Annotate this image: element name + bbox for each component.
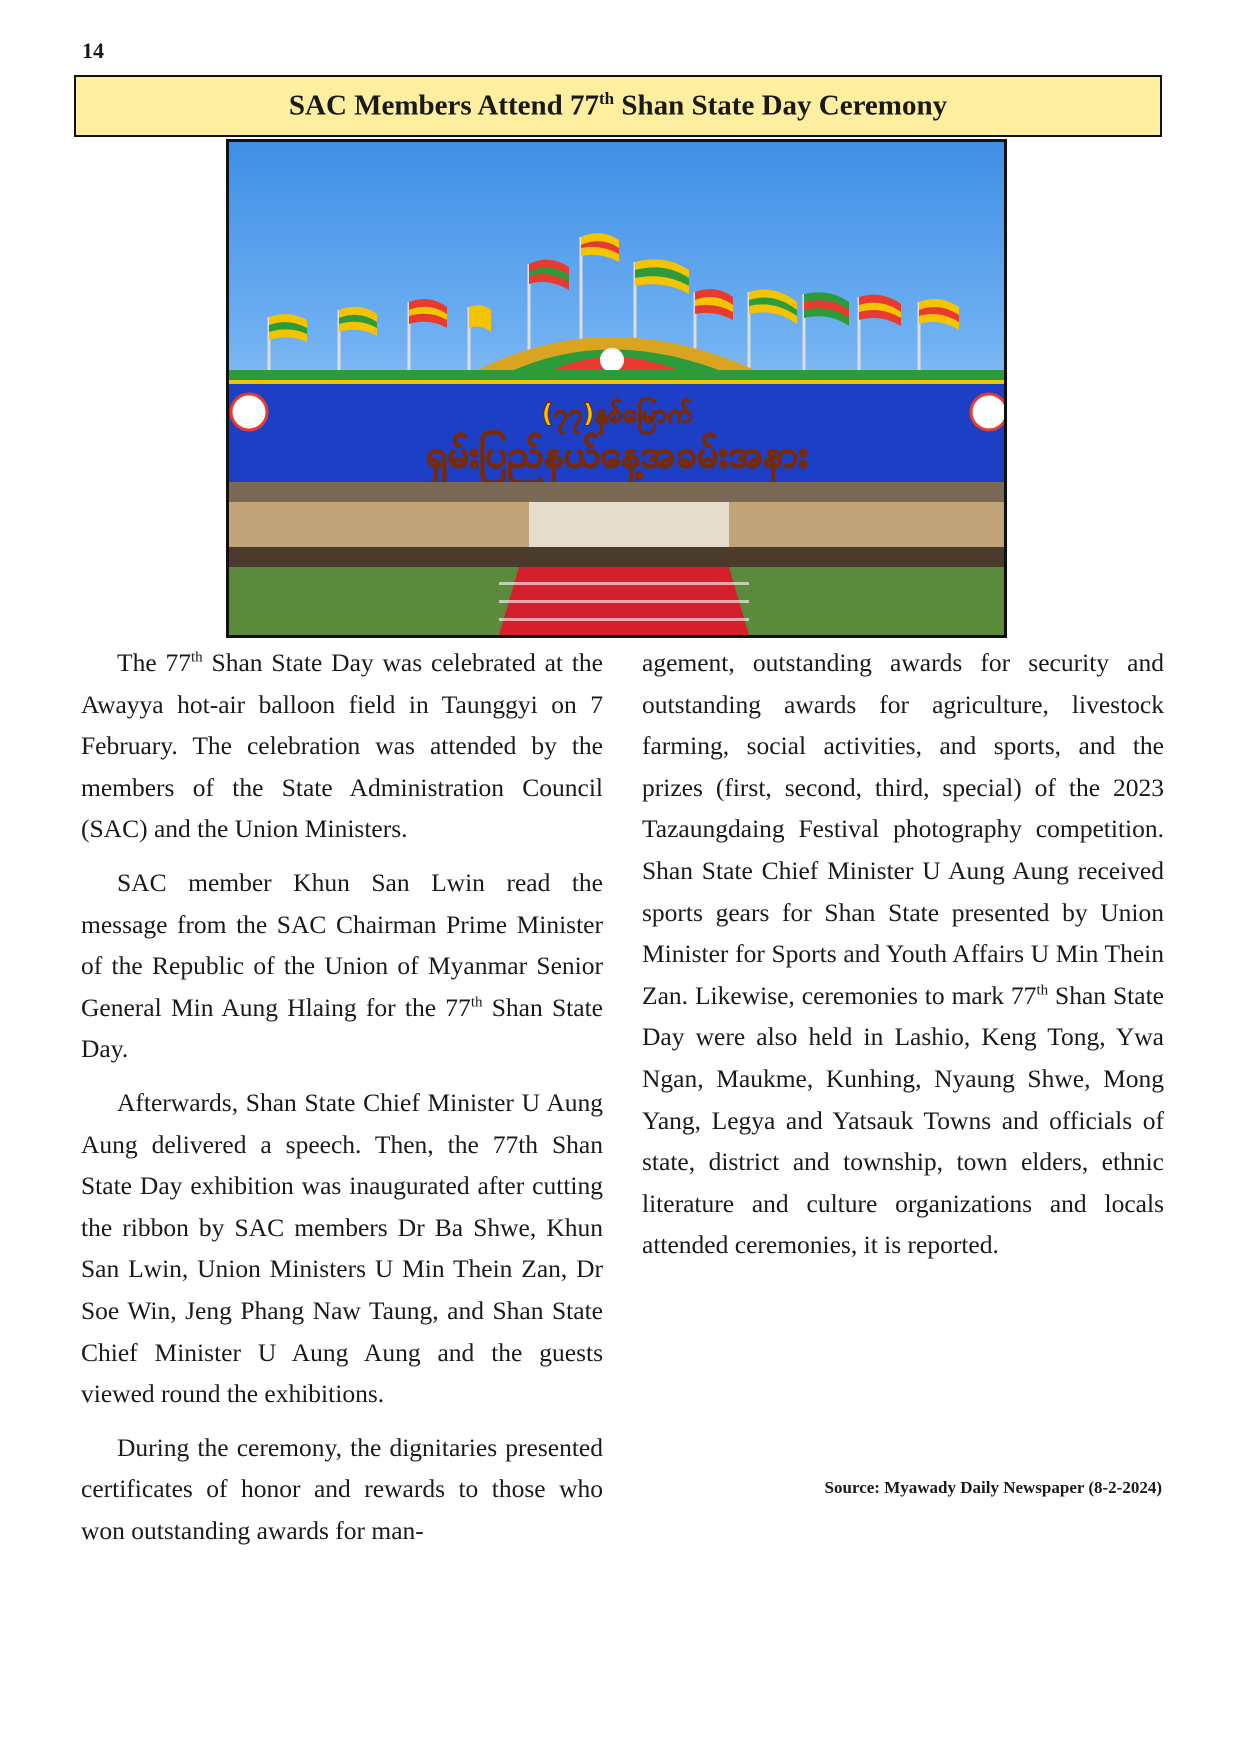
- paragraph-1: The 77th Shan State Day was celebrated at the Awayya hot-air balloon field in Taunggyi on 7 February. The celebration was attended by the members of the State Administration Council (SAC) and the Union Ministers.: [81, 648, 603, 844]
- stage-banner: [229, 380, 1004, 485]
- stage-roof: [229, 337, 1004, 380]
- source-citation: Source: Myawady Daily Newspaper (8-2-2024): [824, 1478, 1162, 1497]
- stage-front: [229, 567, 1004, 635]
- article-title: [74, 75, 1162, 137]
- paragraph-3: Afterwards, Shan State Chief Minister U Aung Aung delivered a speech. Then, the 77th Shan State Day exhibition was inaugurated after cutting the ribbon by SAC members Dr Ba Shwe, Khun San Lwin, Union Ministers U Min Thein Zan, Dr Soe Win, Jeng Phang Naw Taung, and Shan State Chief Minister U Aung Aung and the guests viewed round the exhibitions.: [81, 1087, 603, 1409]
- article-column-right: [642, 642, 1164, 1278]
- page-number: 14: [82, 38, 104, 63]
- article-column-left: [81, 642, 603, 1563]
- ceremony-photo-illustration: [229, 142, 1004, 635]
- paragraph-4-continued: agement, outstanding awards for security and outstanding awards for agriculture, livestock farming, social activities, and sports, and the prizes (first, second, third, special) of the 2023 Tazaungdaing Festival photography competition. Shan State Chief Minister U Aung Aung received sports gears for Shan State presented by Union Minister for Sports and Youth Affairs U Min Thein Zan. Likewise, ceremonies to mark 77th Shan State Day were also held in Lashio, Keng Tong, Ywa Ngan, Maukme, Kunhing, Nyaung Shwe, Mong Yang, Legya and Yatsauk Towns and officials of state, district and township, town elders, ethnic literature and culture organizations and locals attended ceremonies, it is reported.: [642, 648, 1164, 1260]
- ceremony-photo: [226, 139, 1007, 638]
- dignitaries-group: [229, 482, 1004, 569]
- paragraph-2: SAC member Khun San Lwin read the message from the SAC Chairman Prime Minister of the Republic of the Union of Myanmar Senior General Min Aung Hlaing for the 77th Shan State Day.: [81, 867, 603, 1064]
- banner-line1: (၇၇)နှစ်မြောက်: [541, 399, 693, 429]
- title-text: SAC Members Attend 77th Shan State Day Ceremony: [288, 89, 948, 122]
- paragraph-4-start: During the ceremony, the dignitaries presented certificates of honor and rewards to those who won outstanding awards for man-: [81, 1432, 603, 1545]
- banner-line2: ရှမ်းပြည်နယ်နေ့အခမ်းအနား: [425, 432, 809, 476]
